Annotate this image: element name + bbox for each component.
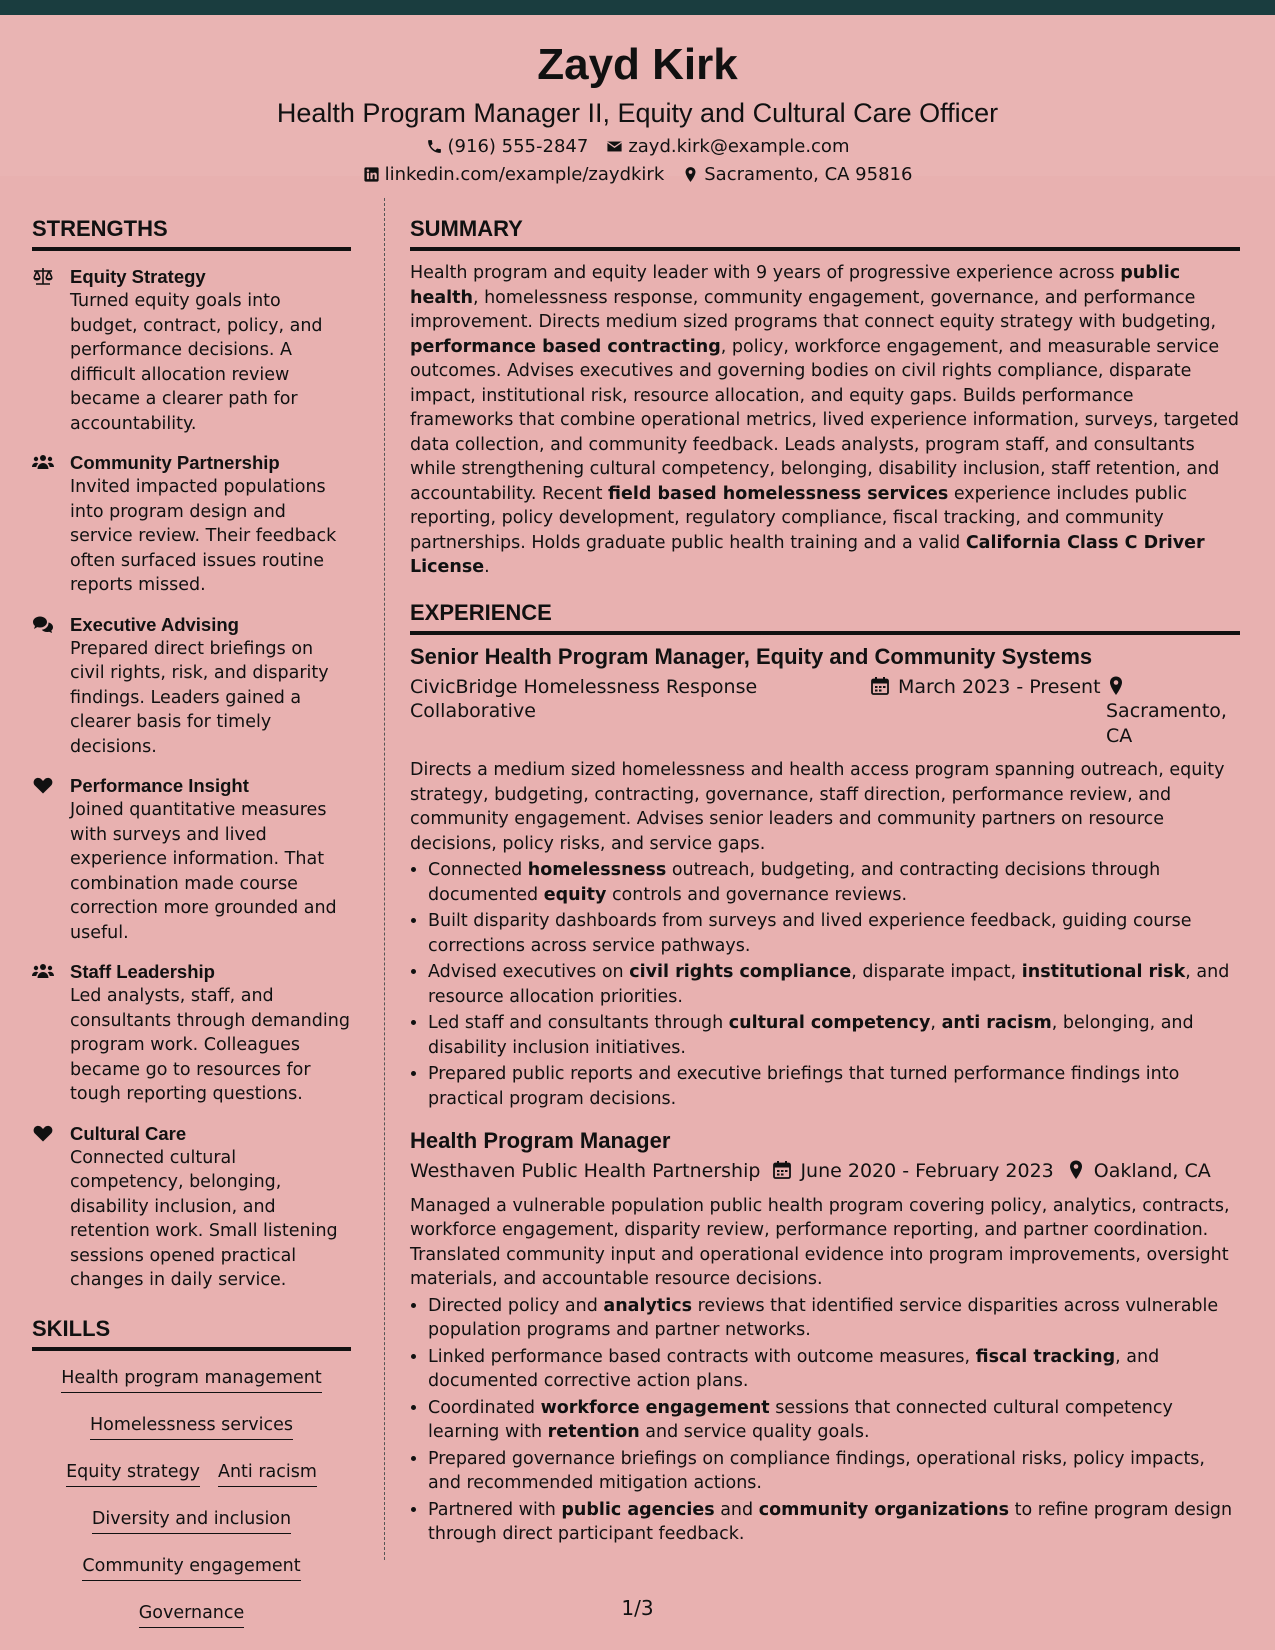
job-title: Senior Health Program Manager, Equity and Community Systems: [410, 643, 1093, 669]
text-run: ,: [930, 1013, 942, 1033]
bullet-item: [428, 1498, 1240, 1547]
comments-icon: [32, 613, 70, 760]
skill-row: [32, 1414, 351, 1440]
location-text: Oakland, CA: [1093, 1160, 1211, 1182]
job-entry: [410, 643, 1240, 1112]
users-icon: [32, 451, 70, 598]
strength-title: Executive Advising: [70, 613, 239, 635]
job-entry: [410, 1127, 1240, 1547]
bold-text: community organizations: [758, 1499, 1010, 1520]
strength-description: Led analysts, staff, and consultants through demanding program work. Colleagues became go to resources for tough reporting questions.: [70, 986, 350, 1104]
strength-body: [70, 451, 351, 598]
summary-text: [410, 261, 1240, 580]
bold-text: performance based contracting: [410, 336, 721, 357]
skill-tag: Governance: [139, 1602, 245, 1628]
text-run: Coordinated: [428, 1397, 541, 1418]
text-run: and: [714, 1499, 759, 1520]
skill-tag: Community engagement: [82, 1555, 300, 1581]
heart-icon: [32, 774, 70, 945]
contact-row-1: [0, 136, 1275, 157]
experience-list: [410, 643, 1240, 1547]
phone-contact: [426, 136, 589, 157]
text-run: Prepared public reports and executive briefings that turned performance findings into practical program decisions.: [428, 1064, 1180, 1109]
strength-item: [32, 451, 351, 598]
summary-heading: SUMMARY: [410, 216, 1240, 251]
text-run: Partnered with: [428, 1499, 562, 1520]
text-run: and service quality goals.: [639, 1422, 870, 1442]
strength-body: [70, 265, 351, 436]
linkedin-text: linkedin.com/example/zaydkirk: [384, 163, 665, 185]
job-location: [1106, 675, 1226, 749]
envelope-icon: [606, 138, 623, 155]
skills-list: [32, 1367, 351, 1628]
skill-tag: Equity strategy: [66, 1461, 200, 1487]
calendar-icon: [772, 1160, 792, 1180]
email-contact[interactable]: [606, 136, 849, 157]
bold-text: fiscal tracking: [975, 1346, 1116, 1367]
bullet-item: [428, 858, 1240, 907]
text-run: reviews that identified service disparities across vulnerable population programs and partner networks.: [428, 1295, 1219, 1340]
resume-body: [0, 176, 1275, 1650]
skill-tag: Anti racism: [218, 1461, 317, 1487]
job-dates: [870, 675, 1106, 749]
heart-icon: [32, 1122, 70, 1293]
organization-name: CivicBridge Homelessness Response Collaborative: [410, 675, 758, 722]
job-description: Directs a medium sized homelessness and health access program spanning outreach, equity strategy, budgeting, contracting, governance, staff direction, performance review, and community engagement. Advises senior leaders and community partners on resource decisions, policy risks, and service gaps.: [410, 760, 1225, 854]
skill-tag: Health program management: [61, 1367, 322, 1393]
strength-item: [32, 265, 351, 436]
candidate-title: Health Program Manager II, Equity and Cultural Care Officer: [276, 98, 999, 128]
job-description: Managed a vulnerable population public health program covering policy, analytics, contracts, workforce engagement, disparity review, performance reporting, and partner coordination. Translated community input and operational evidence into program improvements, oversight materials, and accountable resource decisions.: [410, 1195, 1230, 1289]
text-run: Advised executives on: [428, 962, 630, 982]
right-column: [410, 216, 1240, 1549]
bold-text: public agencies: [561, 1499, 715, 1520]
bold-text: equity: [543, 884, 607, 905]
skill-row: [32, 1508, 351, 1534]
bold-text: California Class C Driver License: [410, 532, 1205, 577]
phone-text: (916) 555-2847: [447, 135, 589, 157]
dates-text: June 2020 - February 2023: [800, 1160, 1054, 1182]
map-pin-icon: [1106, 676, 1126, 696]
text-run: , belonging, and disability inclusion initiatives.: [428, 1013, 1194, 1058]
strength-description: Joined quantitative measures with surveys and lived experience information. That combination made course correction more grounded and useful.: [70, 800, 337, 943]
strength-title: Staff Leadership: [70, 961, 215, 982]
strength-item: [32, 774, 351, 945]
strength-body: [70, 613, 351, 760]
users-icon: [32, 960, 70, 1107]
job-dates: [772, 1159, 1053, 1184]
skill-row: [32, 1461, 351, 1487]
bold-text: homelessness: [527, 860, 667, 880]
text-run: Health program and equity leader with 9 years of progressive experience across: [410, 263, 1121, 283]
text-run: , and documented corrective action plans.: [428, 1346, 1160, 1391]
strength-item: [32, 613, 351, 760]
strengths-heading: STRENGTHS: [32, 216, 351, 251]
text-run: controls and governance reviews.: [606, 884, 908, 905]
bullet-item: [428, 1011, 1240, 1060]
text-run: , and resource allocation priorities.: [428, 962, 1230, 1007]
column-divider: [384, 198, 385, 1560]
strength-description: Connected cultural competency, belonging, disability inclusion, and retention work. Small listening sessions opened practical changes in daily service.: [70, 1147, 338, 1290]
strength-title: Equity Strategy: [70, 266, 206, 287]
strength-title: Performance Insight: [70, 775, 249, 796]
skill-row: [32, 1555, 351, 1581]
skill-tag: Homelessness services: [90, 1414, 293, 1440]
strengths-list: [32, 265, 351, 1293]
strength-description: Prepared direct briefings on civil rights, risk, and disparity findings. Leaders gained a clearer basis for timely decisions.: [70, 638, 329, 757]
text-run: , homelessness response, community engagement, governance, and performance improvement. Directs medium sized programs that connect equity strategy with budgeting,: [410, 287, 1217, 332]
text-run: Led staff and consultants through: [428, 1013, 729, 1033]
text-run: Built disparity dashboards from surveys and lived experience feedback, guiding course corrections across service pathways.: [428, 911, 1192, 956]
top-accent-bar: [0, 0, 1275, 15]
strength-item: [32, 960, 351, 1107]
bullet-item: [428, 1396, 1240, 1445]
organization-name: Westhaven Public Health Partnership: [410, 1160, 761, 1182]
job-meta: [410, 1159, 1240, 1184]
experience-heading: EXPERIENCE: [410, 600, 1240, 635]
location-text: Sacramento, CA 95816: [704, 163, 913, 185]
map-pin-icon: [1066, 1160, 1086, 1180]
candidate-name: Zayd Kirk: [537, 40, 738, 89]
bold-text: cultural competency: [728, 1013, 931, 1033]
strength-description: Invited impacted populations into program design and service review. Their feedback often surfaced issues routine reports missed.: [70, 477, 337, 595]
bullet-item: [428, 909, 1240, 958]
bold-text: field based homelessness services: [608, 483, 949, 504]
job-bullets: [410, 858, 1240, 1111]
bold-text: analytics: [603, 1295, 693, 1316]
bold-text: civil rights compliance: [629, 962, 852, 982]
text-run: sessions that connected cultural competency learning with: [428, 1397, 1173, 1442]
bold-text: public health: [410, 263, 1181, 308]
dates-text: March 2023 - Present: [898, 675, 1101, 698]
location-text: Sacramento, CA: [1106, 700, 1227, 747]
strength-item: [32, 1122, 351, 1293]
strength-body: [70, 960, 351, 1107]
bold-text: anti racism: [941, 1013, 1052, 1033]
strength-title: Cultural Care: [70, 1122, 187, 1144]
bullet-item: [428, 1447, 1240, 1496]
strength-title: Community Partnership: [70, 452, 280, 473]
job-location: [1066, 1159, 1211, 1184]
text-run: Prepared governance briefings on compliance findings, operational risks, policy impacts, and recommended mitigation actions.: [428, 1448, 1205, 1493]
strength-body: [70, 774, 351, 945]
text-run: Directed policy and: [428, 1295, 604, 1316]
text-run: Connected: [428, 860, 528, 880]
left-column: [32, 216, 351, 1649]
bold-text: workforce engagement: [540, 1397, 770, 1418]
skill-tag: Diversity and inclusion: [92, 1508, 291, 1534]
text-run: Linked performance based contracts with outcome measures,: [428, 1346, 976, 1367]
bullet-item: [428, 1062, 1240, 1111]
phone-icon: [426, 138, 443, 155]
bullet-item: [428, 1294, 1240, 1343]
job-bullets: [410, 1294, 1240, 1547]
calendar-icon: [870, 676, 890, 696]
job-title: Health Program Manager: [410, 1128, 671, 1153]
job-meta: [410, 675, 1240, 749]
bold-text: institutional risk: [1021, 962, 1186, 982]
resume-header: [0, 15, 1275, 185]
strength-description: Turned equity goals into budget, contract, policy, and performance decisions. A difficult allocation review became a clearer path for accountability.: [70, 291, 323, 434]
text-run: experience includes public reporting, policy development, regulatory compliance, fiscal tracking, and community partnerships. Holds graduate public health training and a valid: [410, 483, 1188, 553]
scale-icon: [32, 265, 70, 436]
bullet-item: [428, 960, 1240, 1009]
skills-heading: SKILLS: [32, 1316, 351, 1351]
text-run: to refine program design through direct participant feedback.: [428, 1499, 1233, 1544]
text-run: .: [484, 557, 490, 577]
page-number: 1/3: [621, 1596, 654, 1620]
skill-row: [32, 1367, 351, 1393]
bold-text: retention: [547, 1422, 640, 1442]
text-run: outreach, budgeting, and contracting decisions through documented: [428, 860, 1161, 905]
strength-body: [70, 1122, 351, 1293]
bullet-item: [428, 1345, 1240, 1394]
text-run: , policy, workforce engagement, and measurable service outcomes. Advises executives and governing bodies on civil rights compliance, disparate impact, institutional risk, resource allocation, and equity gaps. Builds performance frameworks that combine operational metrics, lived experience information, surveys, targeted data collection, and community feedback. Leads analysts, program staff, and consultants while strengthening cultural competency, belonging, disability inclusion, staff retention, and accountability. Recent: [410, 336, 1239, 504]
text-run: , disparate impact,: [851, 962, 1022, 982]
email-text: zayd.kirk@example.com: [628, 135, 850, 157]
